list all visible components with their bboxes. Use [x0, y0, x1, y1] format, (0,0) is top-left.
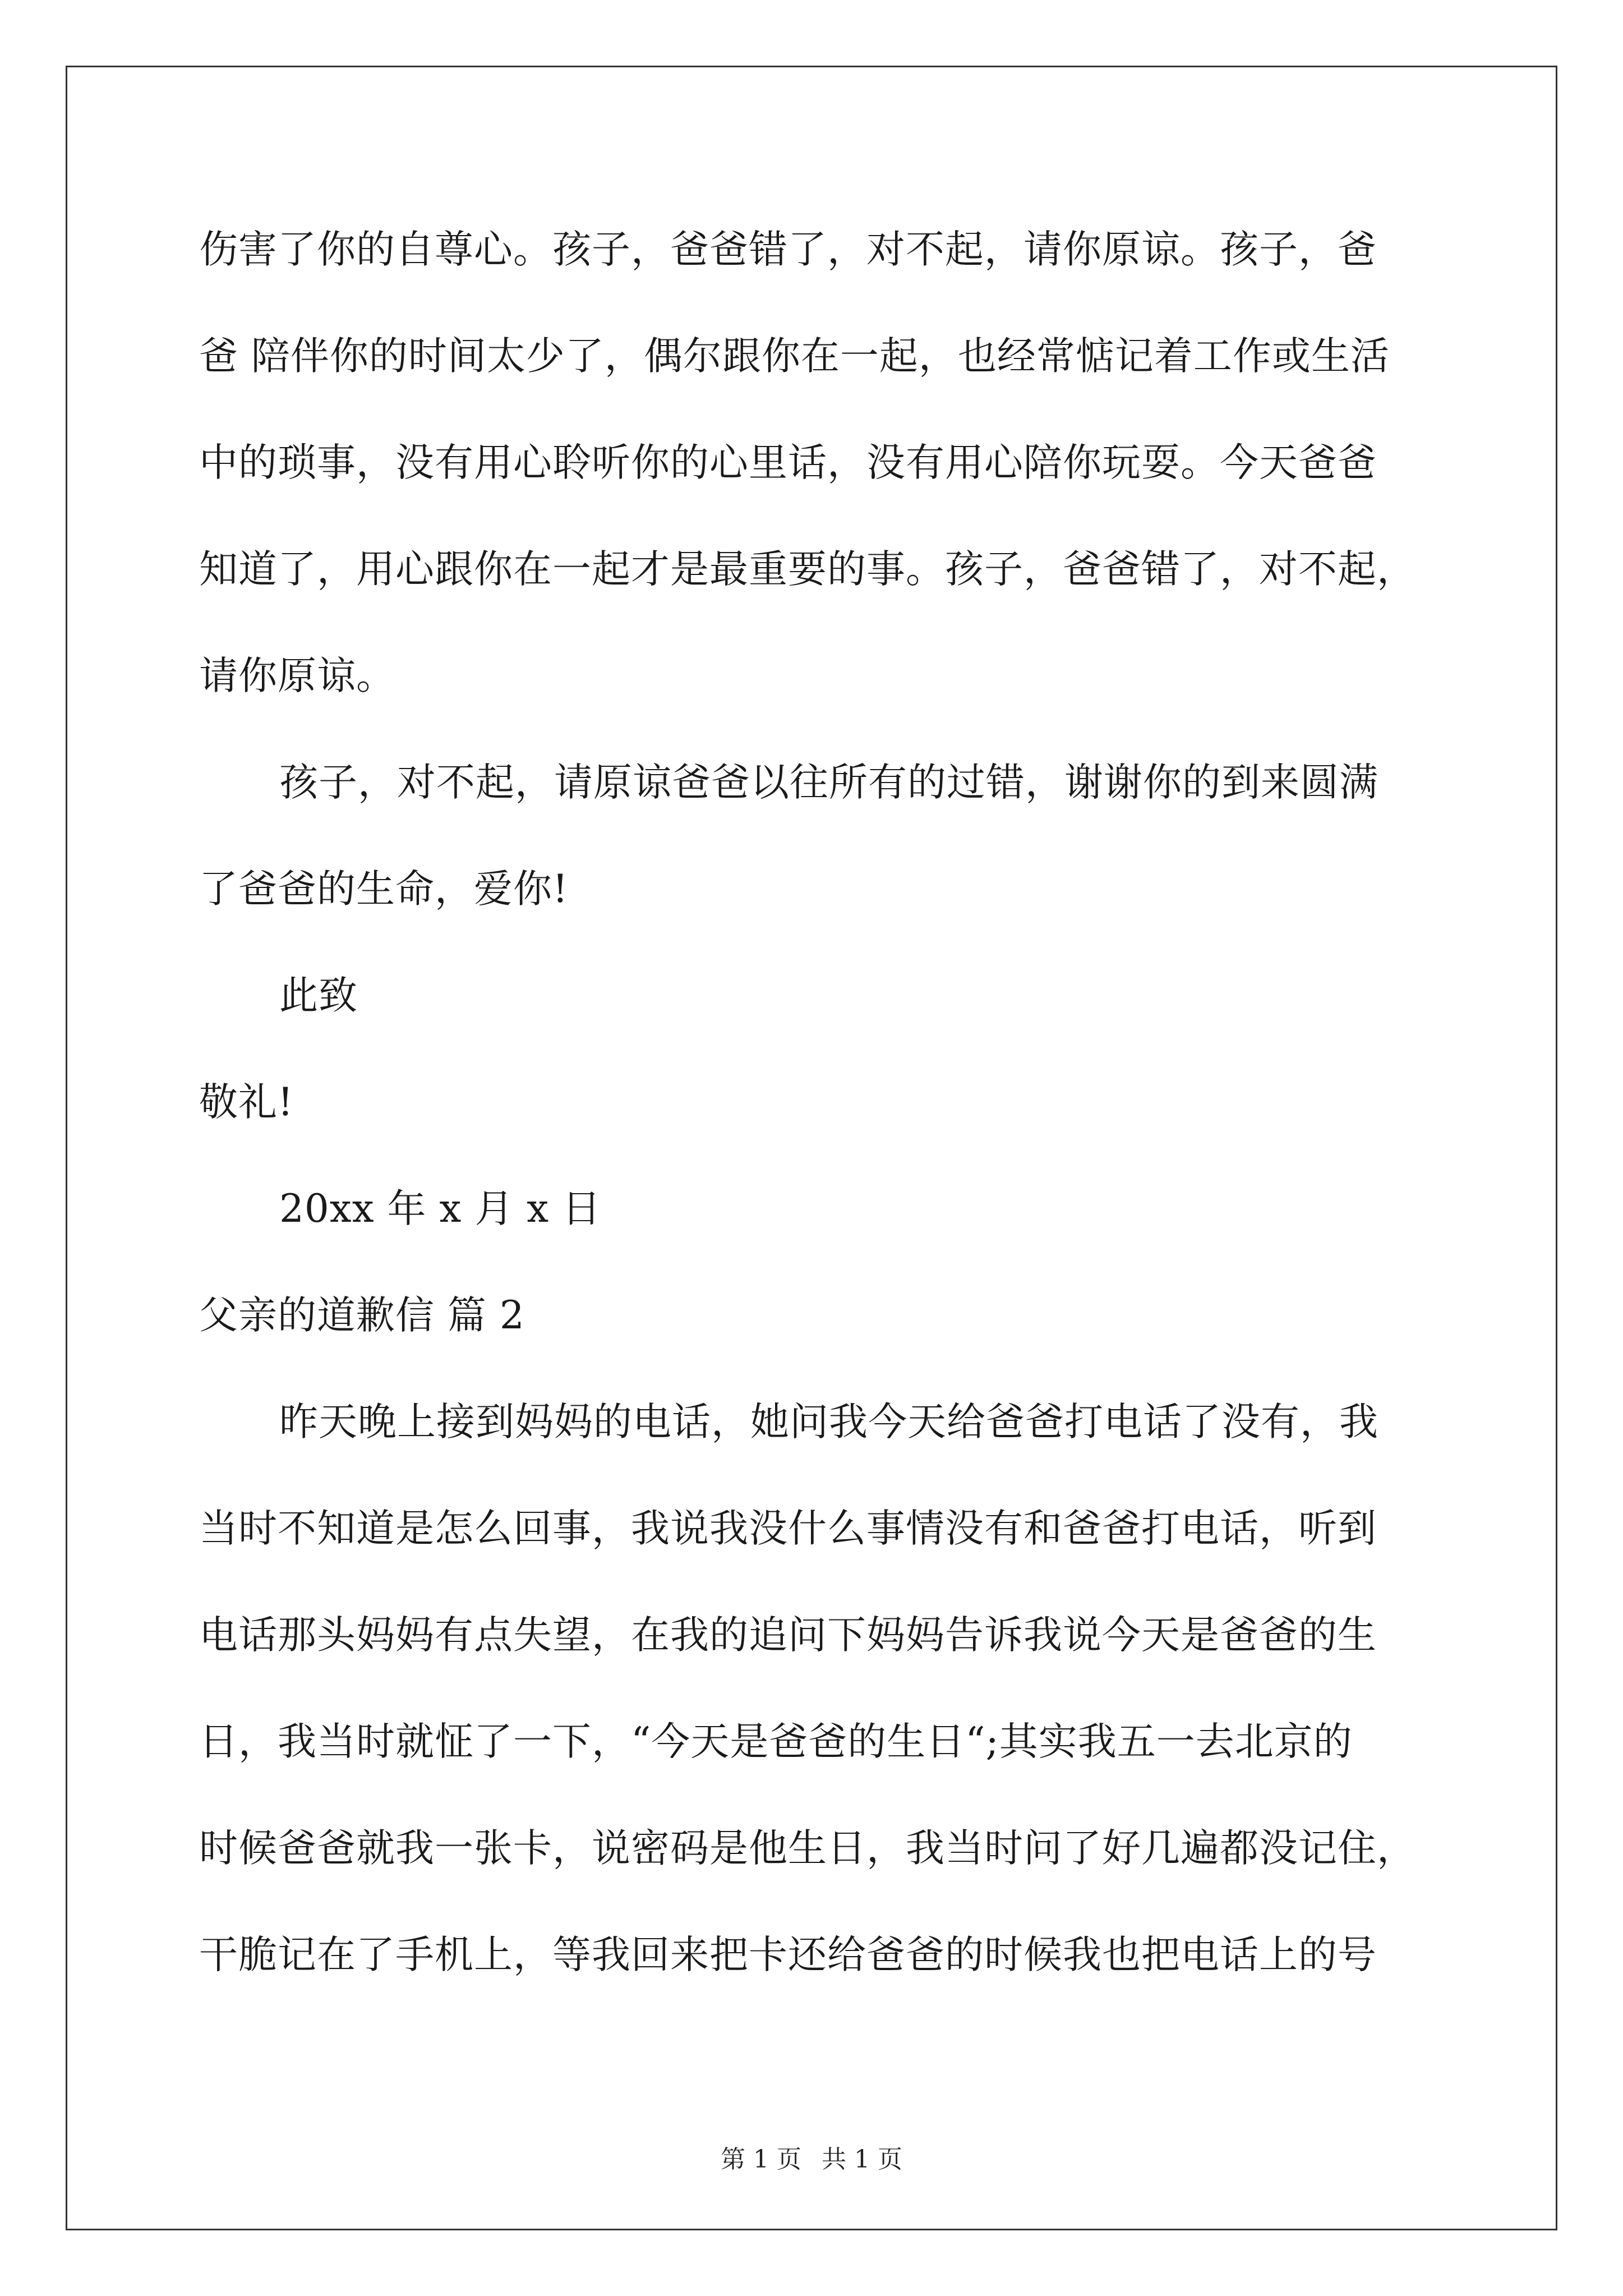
text-line-7: 了爸爸的生命，爱你! [199, 867, 569, 912]
text-line-14: 电话那头妈妈有点失望，在我的追问下妈妈告诉我说今天是爸爸的生 [199, 1613, 1377, 1658]
text-line-4: 知道了，用心跟你在一起才是最重要的事。孩子，爸爸错了，对不起， [199, 547, 1416, 592]
document-body [199, 216, 1455, 2028]
letter-date: 20xx 年 x 月 x 日 [279, 1186, 602, 1231]
page-total: 共 1 页 [822, 2145, 902, 2174]
text-line-2: 爸 陪伴你的时间太少了，偶尔跟你在一起，也经常惦记着工作或生活 [199, 334, 1390, 379]
page-footer [0, 2143, 1623, 2177]
text-line-1: 伤害了你的自尊心。孩子，爸爸错了，对不起，请你原谅。孩子，爸 [199, 227, 1377, 272]
text-line-5: 请你原谅。 [199, 654, 395, 698]
text-line-17: 干脆记在了手机上，等我回来把卡还给爸爸的时候我也把电话上的号 [199, 1932, 1377, 1977]
text-line-6: 孩子，对不起，请原谅爸爸以往所有的过错，谢谢你的到来圆满 [279, 760, 1378, 805]
section-heading: 父亲的道歉信 篇 2 [199, 1293, 525, 1338]
text-line-16: 时候爸爸就我一张卡，说密码是他生日，我当时问了好几遍都没记住， [199, 1826, 1416, 1871]
closing-regards: 敬礼! [199, 1080, 294, 1125]
text-line-13: 当时不知道是怎么回事，我说我没什么事情没有和爸爸打电话，听到 [199, 1506, 1377, 1551]
text-line-15: 日，我当时就怔了一下，“今天是爸爸的生日“;其实我五一去北京的 [199, 1719, 1353, 1764]
page-number: 第 1 页 [721, 2145, 801, 2174]
text-line-12: 昨天晚上接到妈妈的电话，她问我今天给爸爸打电话了没有，我 [279, 1400, 1378, 1444]
text-line-3: 中的琐事，没有用心聆听你的心里话，没有用心陪你玩耍。今天爸爸 [199, 440, 1377, 485]
closing-salutation: 此致 [279, 973, 358, 1018]
